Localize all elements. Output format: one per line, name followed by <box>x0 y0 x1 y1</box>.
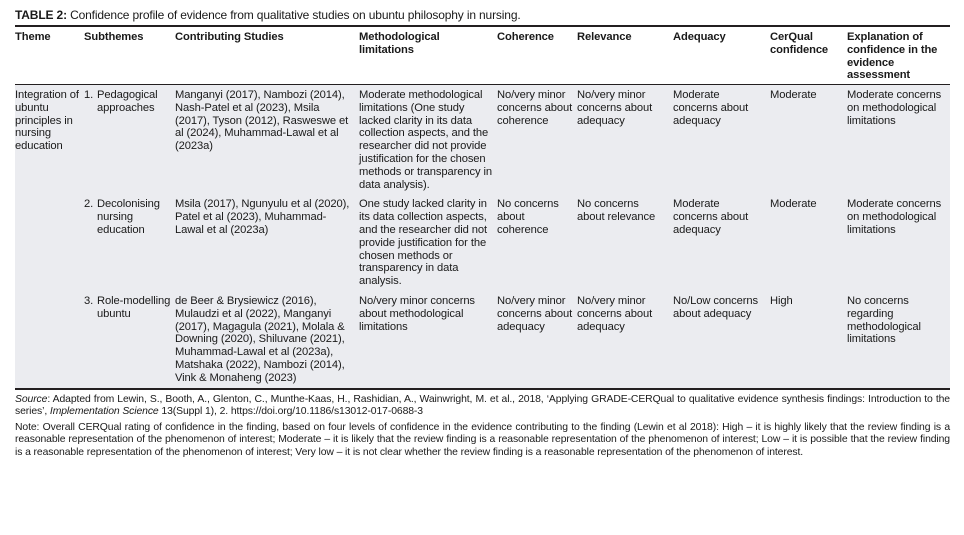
source-journal: Implementation Science <box>49 406 159 418</box>
col-header-theme: Theme <box>15 31 51 43</box>
caption-label: TABLE 2: <box>15 8 67 22</box>
header-row <box>15 26 950 85</box>
table-caption <box>15 8 950 25</box>
confidence-cell: Moderate <box>770 198 817 211</box>
relevance-cell: No concerns about relevance <box>577 198 656 224</box>
studies-cell: Msila (2017), Ngunyulu et al (2020), Patel et al (2023), Muhammad-Lawal et al (2023a) <box>175 198 350 236</box>
subtheme-cell <box>84 291 175 389</box>
limitations-cell: Moderate methodological limitations (One study lacked clarity in its data collection aspects, and the researcher did not provide justification for the chosen methods or transparency in data analysis). <box>359 89 492 191</box>
subtheme-number: 2. <box>84 198 94 211</box>
source-text-a: : Adapted from Lewin, S., Booth, A., Glenton, C., Munthe-Kaas, H., Rashidian, A., Wainwright, M. et al., 2018, ‘Applying GRADE-CERQual to qualitative evidence synthesis findings: Introduction to the series’, <box>15 393 950 418</box>
subtheme-number: 3. <box>84 294 94 307</box>
relevance-cell: No/very minor concerns about adequacy <box>577 294 653 333</box>
caption-text: Confidence profile of evidence from qualitative studies on ubuntu philosophy in nursing. <box>66 8 521 22</box>
table-row <box>15 291 950 389</box>
subtheme-label: Role-modelling ubuntu <box>97 294 171 320</box>
explanation-cell: Moderate concerns on methodological limitations <box>847 89 942 127</box>
adequacy-cell: Moderate concerns about adequacy <box>673 198 749 236</box>
studies-cell: Manganyi (2017), Nambozi (2014), Nash-Patel et al (2023), Msila (2017), Tyson (2012), Rasweswe et al (2024), Muhammad-Lawal et al (2023a) <box>175 89 349 153</box>
col-header-limitations: Methodological limitations <box>359 31 440 56</box>
col-header-explanation: Explanation of confidence in the evidence assessment <box>847 31 938 82</box>
source-label: Source <box>15 393 48 405</box>
subtheme-label: Decolonising nursing education <box>97 198 160 236</box>
explanation-cell: No concerns regarding methodological limitations <box>847 294 921 346</box>
adequacy-cell: No/Low concerns about adequacy <box>673 294 758 320</box>
source-text-b: 13(Suppl 1), 2. https://doi.org/10.1186/s13012-017-0688-3 <box>158 406 423 418</box>
relevance-cell: No/very minor concerns about adequacy <box>577 89 653 127</box>
subtheme-cell <box>84 85 175 195</box>
explanation-cell: Moderate concerns on methodological limitations <box>847 198 942 236</box>
coherence-cell: No/very minor concerns about coherence <box>497 89 573 127</box>
limitations-cell: One study lacked clarity in its data collection aspects, and the researcher did not provide justification for the chosen methods or transparency in data analysis. <box>359 198 488 288</box>
col-header-coherence: Coherence <box>497 31 554 43</box>
col-header-confidence: CerQual confidence <box>770 31 829 56</box>
confidence-cell: Moderate <box>770 89 817 101</box>
limitations-cell: No/very minor concerns about methodological limitations <box>359 294 475 333</box>
col-header-adequacy: Adequacy <box>673 31 726 43</box>
table-row <box>15 194 950 291</box>
subtheme-number: 1. <box>84 89 94 101</box>
col-header-subthemes: Subthemes <box>84 31 144 43</box>
theme-cell: Integration of ubuntu principles in nursing education <box>15 89 79 153</box>
subtheme-cell <box>84 194 175 291</box>
confidence-profile-table <box>15 25 950 390</box>
studies-cell: de Beer & Brysiewicz (2016), Mulaudzi et al (2022), Manganyi (2017), Magagula (2021), Molala & Downing (2020), Shiluvane (2021), Muhammad-Lawal et al (2023a), Matshaka (2022), Nambozi (2014), Vink & Monaheng (2023) <box>175 294 345 384</box>
source-note <box>15 394 950 419</box>
rating-note: Note: Overall CERQual rating of confidence in the finding, based on four levels of confidence in the evidence contributing to the finding (Lewin et al 2018): High – it is highly likely that the review finding is a reasonable representation of the phenomenon of interest; Moderate – it is likely that the review finding is a reasonable representation of the phenomenon of interest; Low – it is possible that the review finding is a reasonable representation of the phenomenon of interest; Very low – it is not clear whether the review finding is a reasonable representation of the phenomenon of interest. <box>15 421 950 458</box>
table-notes <box>15 394 950 460</box>
coherence-cell: No/very minor concerns about adequacy <box>497 294 573 333</box>
subtheme-label: Pedagogical approaches <box>97 89 158 114</box>
confidence-cell: High <box>770 294 793 307</box>
table-figure <box>15 8 950 463</box>
coherence-cell: No concerns about coherence <box>497 198 559 236</box>
col-header-relevance: Relevance <box>577 31 632 43</box>
col-header-studies: Contributing Studies <box>175 31 284 43</box>
table-row <box>15 85 950 195</box>
adequacy-cell: Moderate concerns about adequacy <box>673 89 749 127</box>
